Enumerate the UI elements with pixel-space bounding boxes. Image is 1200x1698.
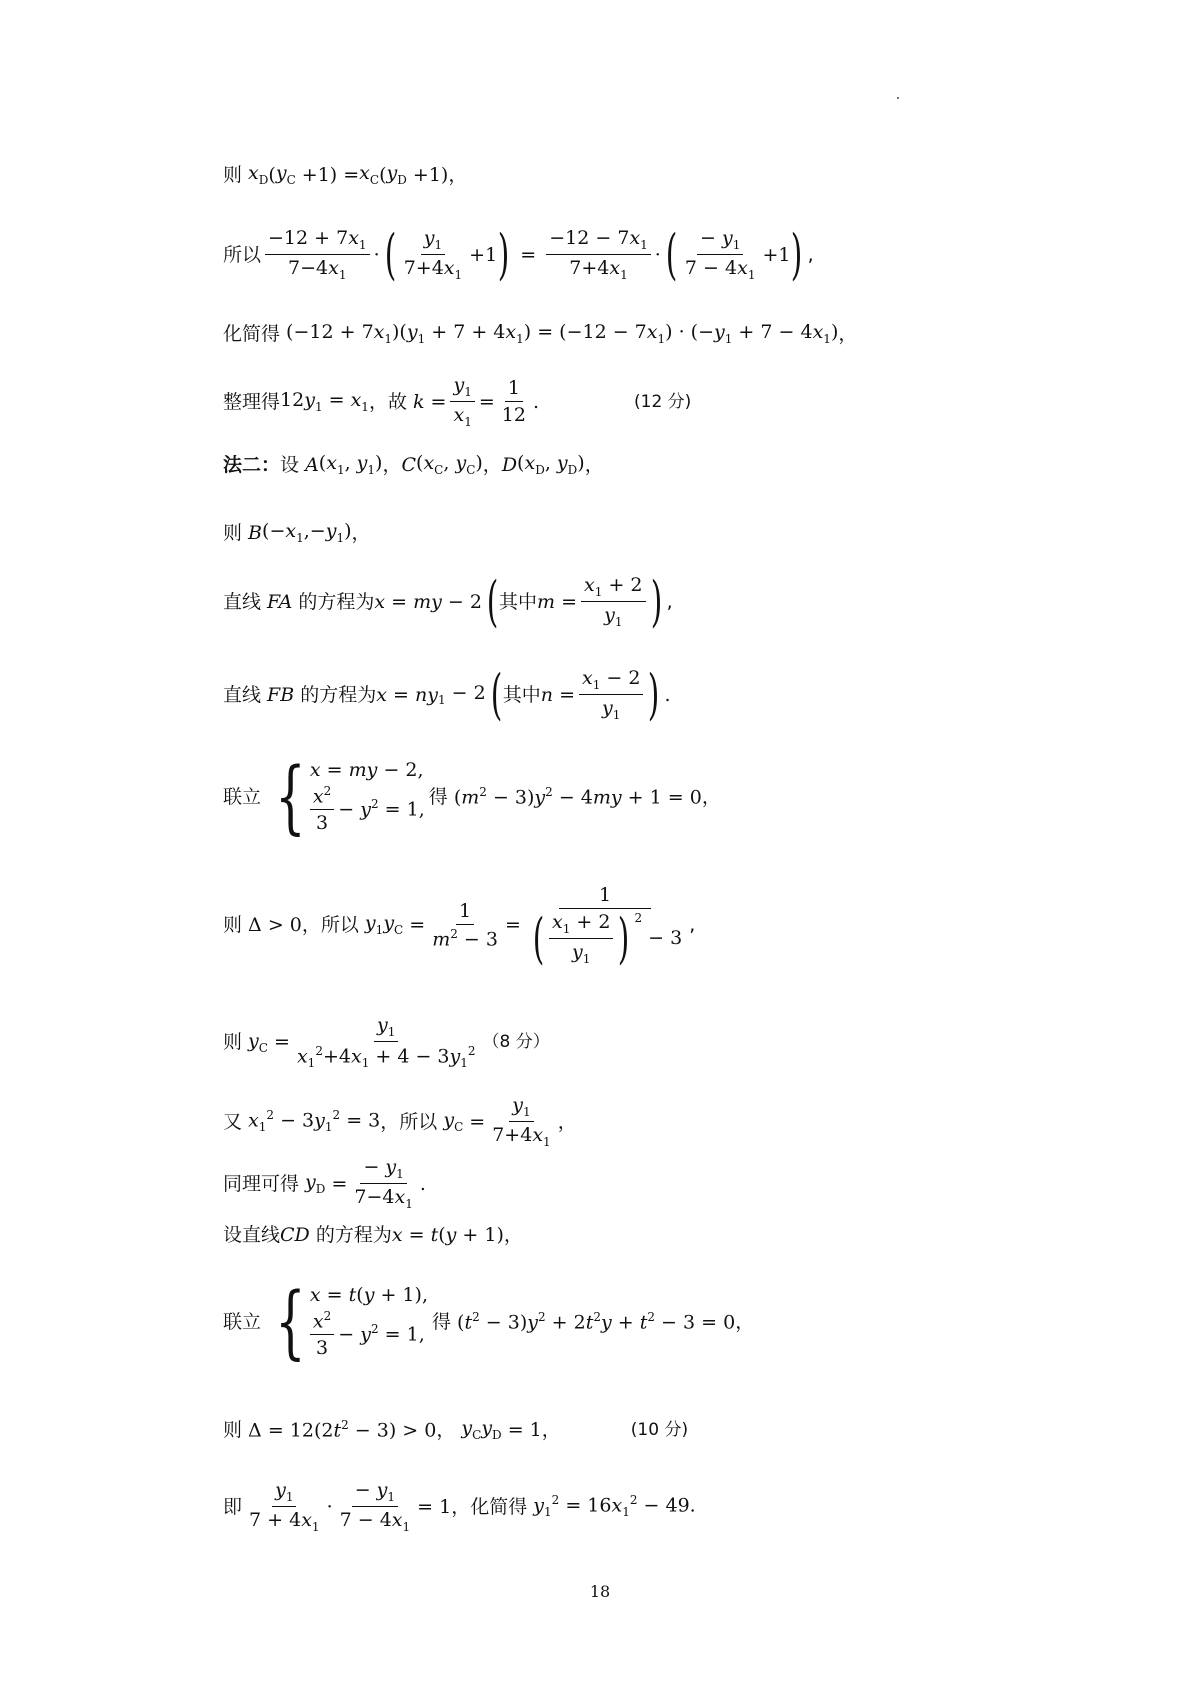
text-ze: 则 <box>223 163 243 186</box>
eq-line-2: 所以 $\frac{-12 + 7x_1}{7-4x_1}$ · ( $\frac{y_1}{7+4x_1}$ +1 ) = $\frac{-12 - 7x_1}{7+4x_1}$ · ( $\frac{- y_1}{7 - 4x_1}$ +1 ) , <box>223 223 814 286</box>
score-10: (10 分) <box>630 1419 689 1440</box>
score-8: （8 分） <box>482 1032 550 1053</box>
eq-line-5: 法二： 设 A ($x_1$, $y_1$) ， C ($x_C$, $y_C$) ， D ($x_D$, $y_D$) ， <box>223 452 604 477</box>
eq-line-12: 又 $x_1^2 - 3y_1^2 = 3$ ，所以 $y_C$ = $\frac{y_1}{7+4x_1}$ ， <box>223 1094 577 1149</box>
eq-line-1: 则 $x_D$ ( $y_C$ +1) = $x_C$ ( $y_D$ +1) ， <box>223 162 468 187</box>
eq-line-9: 联立 { x = my − 2, $\frac{x^2}{3}$ − $y^2 = 1$, 得 $(m^2 - 3)y^2 - 4my + 1 = 0$ ， <box>223 750 721 843</box>
score-12: (12 分) <box>634 391 692 412</box>
eq-line-11: 则 $y_C$ = $\frac{y_1}{x_1^2+4x_1 + 4 - 3y_1^2}$ （8 分） <box>223 1014 550 1071</box>
eq-line-4: 整理得 $12y_1 = x_1$ ，故 k = $\frac{y_1}{x_1}$ = $\frac{1}{12}$ . (12 分) <box>223 374 692 429</box>
eq-line-16: 则 $\Delta = 12(2t^2 - 3) > 0$ ， $y_Cy_D$ = 1 ， (10 分) <box>223 1417 689 1442</box>
eq-line-8: 直线 FB 的方程为 x = ny $_1$ − 2 ( 其中 n = $\frac{x_1 - 2}{y_1}$ ) . <box>223 663 671 726</box>
eq-line-3: 化简得 $(-12 + 7x_1)(y_1 + 7 + 4x_1) = (-12 - 7x_1) \cdot (-y_1 + 7 - 4x_1)$ ， <box>223 321 858 346</box>
eq-line-6: 则 B $(-x_1,-y_1)$ ， <box>223 520 371 545</box>
eq-line-15: 联立 { x = t(y + 1), $\frac{x^2}{3}$ − $y^2 = 1$, 得 $(t^2 - 3)y^2 + 2t^2y + t^2 - 3 = 0$ ， <box>223 1275 755 1368</box>
eq-line-10: 则 Δ > 0 ，所以 $y_1y_C$ = $\frac{1}{m^2 - 3}$ = 1 ( $\frac{x_1 + 2}{y_1}$ ) $^2$ − 3 , <box>223 884 696 970</box>
eq-line-13: 同理可得 $y_D$ = $\frac{- y_1}{7-4x_1}$ . <box>223 1156 426 1211</box>
method-two-label: 法二： <box>223 453 281 476</box>
page-number: 18 <box>589 1582 611 1601</box>
eq-line-14: 设直线 CD 的方程为 x = t(y + 1) ， <box>223 1224 523 1246</box>
eq-line-7: 直线 FA 的方程为 x = my − 2 ( 其中 m = $\frac{x_1 + 2}{y_1}$ ) , <box>223 570 673 633</box>
eq-line-17: 即 $\frac{y_1}{7 + 4x_1}$ · $\frac{- y_1}{7 - 4x_1}$ = 1 ，化简得 $y_1^2 = 16x_1^2 - 49$. <box>223 1479 696 1534</box>
speck-mark <box>897 97 899 99</box>
